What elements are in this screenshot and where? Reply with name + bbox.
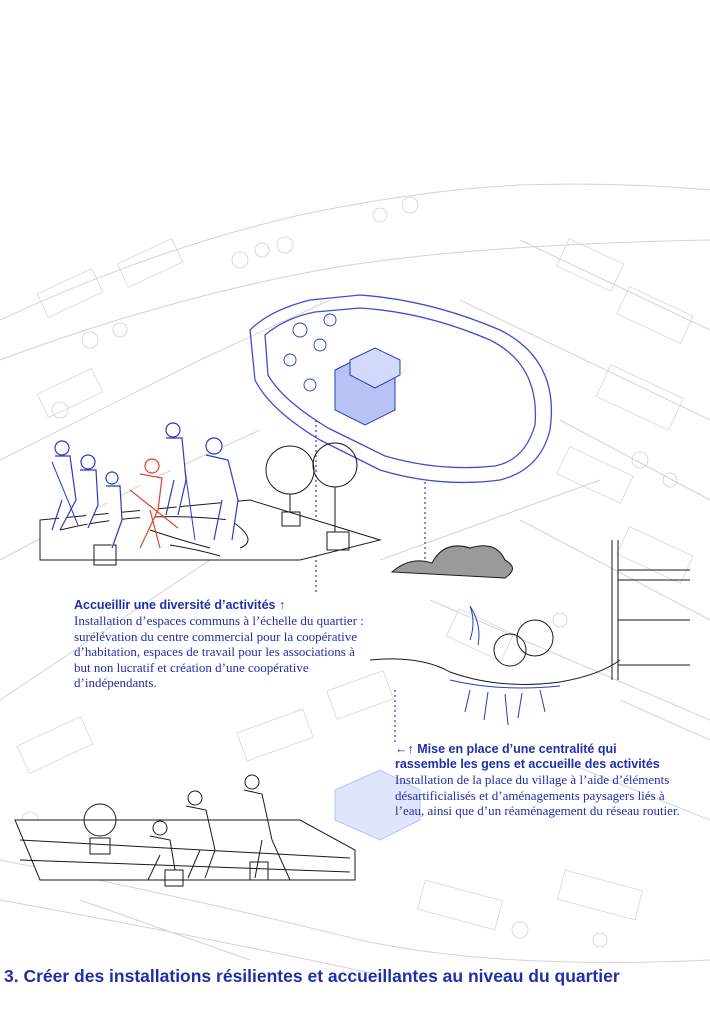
loop-trees	[284, 314, 336, 391]
caption-activities-heading: Accueillir une diversité d’activités ↑	[74, 598, 286, 612]
page-title: 3. Créer des installations résilientes et accueillantes au niveau du quartier	[4, 966, 620, 986]
caption-centrality-body: Installation de la place du village à l’aide d’éléments désartificialisés et d’aménagements paysagers liés à l’eau, ainsi que d’un réaménagement du réseau routier.	[395, 772, 680, 818]
caption-centrality-heading: ←↑ Mise en place d’une centralité qui rassemble les gens et accueille des activités	[395, 742, 660, 771]
blue-loop-road	[250, 295, 551, 482]
connector-lines	[316, 420, 425, 745]
cloud	[392, 546, 513, 578]
left-up-arrow-icon: ←↑	[395, 742, 414, 756]
caption-activities-body: Installation d’espaces communs à l’échelle du quartier : surélévation du centre commercial pour la coopérative d’habitation, espaces de travail pour les associations à but non lucratif et création d’une coopérative d’indépendants.	[74, 613, 364, 690]
caption-centrality	[395, 742, 680, 819]
slope-work-scene	[15, 775, 355, 886]
up-arrow-icon: ↑	[278, 598, 286, 612]
caption-activities	[74, 598, 364, 691]
blue-building	[335, 348, 400, 425]
